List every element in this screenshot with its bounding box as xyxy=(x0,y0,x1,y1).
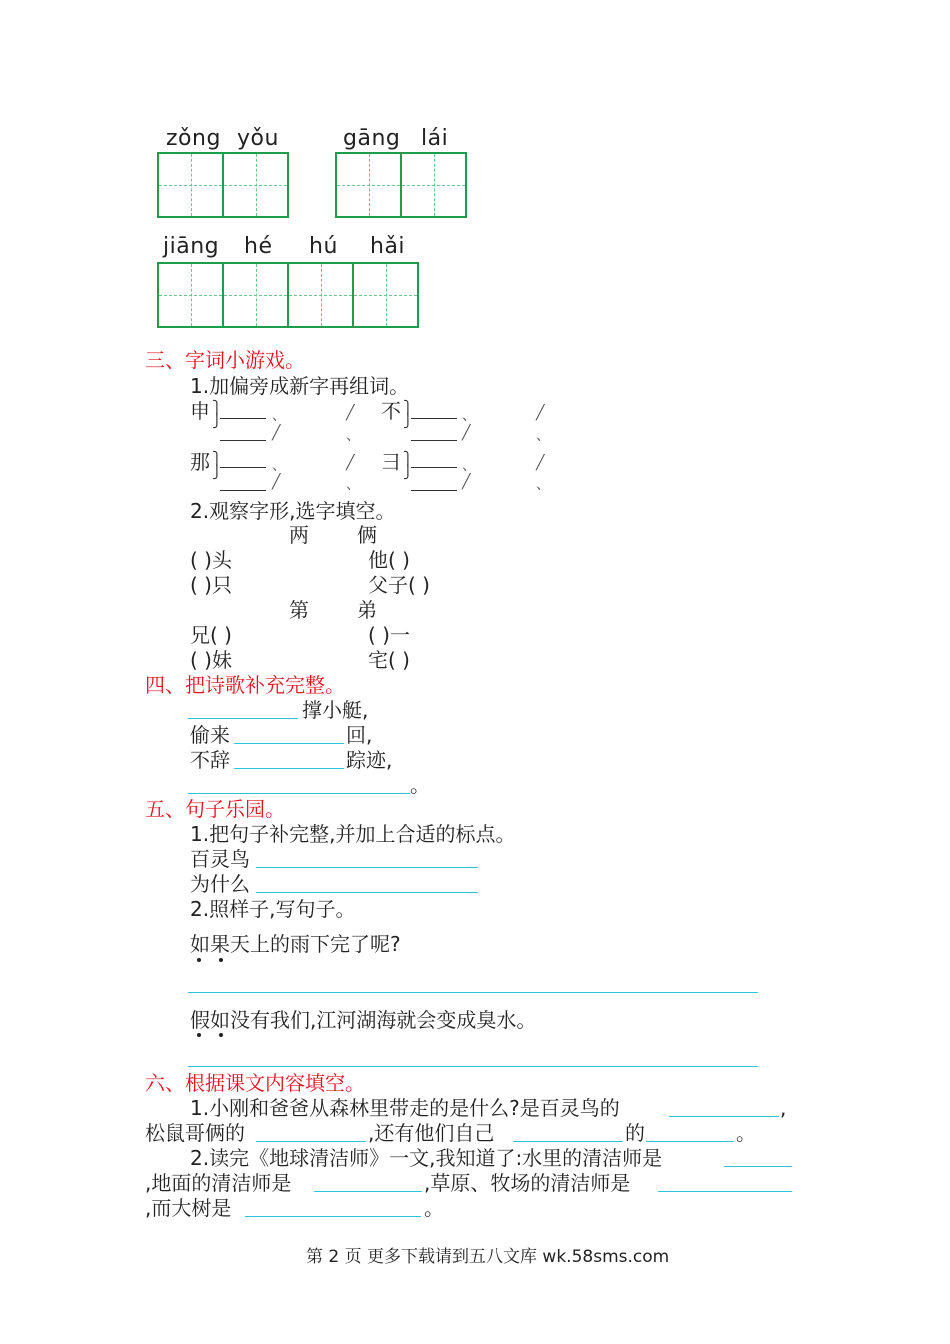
grid-cell[interactable] xyxy=(159,264,224,326)
tick-mark: ╱ xyxy=(462,474,471,490)
tick-mark: ╱ xyxy=(346,455,355,471)
tick-mark: 、 xyxy=(462,408,476,424)
poem-blank-1[interactable] xyxy=(188,718,298,719)
emphasis-dot xyxy=(197,1033,201,1037)
section5-q1: 1.把句子补完整,并加上合适的标点。 xyxy=(190,822,516,846)
answer-blank[interactable] xyxy=(220,490,266,491)
brace-icon: ⎫ ⎭ xyxy=(212,401,222,429)
section3-title: 三、字词小游戏。 xyxy=(145,348,305,372)
fill-item[interactable]: 他( ) xyxy=(368,548,410,572)
fill-blank[interactable] xyxy=(658,1191,792,1192)
section6-title: 六、根据课文内容填空。 xyxy=(145,1071,365,1095)
answer-blank[interactable] xyxy=(411,440,457,441)
answer-blank[interactable] xyxy=(411,490,457,491)
poem-line-1: 撑小艇, xyxy=(302,698,369,722)
pinyin-lai: lái xyxy=(421,126,449,151)
fill-item[interactable]: 宅( ) xyxy=(368,648,410,672)
pinyin-zong: zǒng xyxy=(166,126,221,151)
section6-q1-text: 1.小刚和爸爸从森林里带走的是什么?是百灵鸟的 xyxy=(190,1096,620,1120)
sentence-blank-1[interactable] xyxy=(256,867,478,868)
section6-q2-text-2: ,地面的清洁师是 xyxy=(145,1171,292,1195)
grid-cell[interactable] xyxy=(289,264,354,326)
emphasis-dot xyxy=(197,958,201,962)
poem-line-3a: 不辞 xyxy=(190,748,230,772)
tick-mark: ╱ xyxy=(462,425,471,441)
emphasis-dot xyxy=(219,958,223,962)
brace-icon: ⎫ ⎭ xyxy=(403,452,413,480)
tick-mark: 、 xyxy=(536,477,550,493)
pinyin-jiang: jiāng xyxy=(163,234,220,259)
sentence-answer-line-1[interactable] xyxy=(188,992,758,993)
section3-q2: 2.观察字形,选字填空。 xyxy=(190,499,396,523)
section6-q1-text-3: ,还有他们自己 xyxy=(368,1121,495,1145)
grid-cell[interactable] xyxy=(224,154,287,216)
sentence-start-1: 百灵鸟 xyxy=(190,847,250,871)
section6-q1-text-2: 松鼠哥俩的 xyxy=(145,1121,245,1145)
choice-di-2: 弟 xyxy=(357,598,377,622)
poem-line-2a: 偷来 xyxy=(190,723,230,747)
fill-blank[interactable] xyxy=(314,1191,422,1192)
fill-item[interactable]: 兄( ) xyxy=(190,623,232,647)
answer-blank[interactable] xyxy=(411,418,457,419)
fill-item[interactable]: 父子( ) xyxy=(368,573,430,597)
section4-title: 四、把诗歌补充完整。 xyxy=(145,673,345,697)
sentence-blank-2[interactable] xyxy=(256,892,478,893)
grid-cell[interactable] xyxy=(402,154,465,216)
emphasis-dot xyxy=(219,1033,223,1037)
pinyin-hai: hǎi xyxy=(370,234,406,259)
fill-blank[interactable] xyxy=(256,1141,366,1142)
grid-cell[interactable] xyxy=(224,264,289,326)
choice-lia: 俩 xyxy=(357,523,377,547)
sentence-answer-line-2[interactable] xyxy=(188,1066,758,1067)
fill-blank[interactable] xyxy=(646,1141,734,1142)
fill-item[interactable]: ( )一 xyxy=(368,623,410,647)
brace-icon: ⎫ ⎭ xyxy=(212,452,222,480)
poem-blank-4[interactable] xyxy=(188,793,410,794)
tick-mark: ╱ xyxy=(272,425,281,441)
section6-q1-text-4: 的 xyxy=(625,1121,645,1145)
answer-blank[interactable] xyxy=(220,440,266,441)
fill-blank[interactable] xyxy=(724,1166,792,1167)
fill-blank[interactable] xyxy=(245,1216,421,1217)
section6-q2-text: 2.读完《地球清洁师》一文,我知道了:水里的清洁师是 xyxy=(190,1146,663,1170)
grid-cell[interactable] xyxy=(337,154,402,216)
base-char-shen: 申 xyxy=(190,399,210,423)
tick-mark: ╱ xyxy=(536,405,545,421)
tick-mark: 、 xyxy=(536,428,550,444)
section5-q2: 2.照样子,写句子。 xyxy=(190,897,356,921)
fill-item[interactable]: ( )妹 xyxy=(190,648,232,672)
choice-di-1: 第 xyxy=(289,598,309,622)
answer-blank[interactable] xyxy=(411,467,457,468)
pinyin-he: hé xyxy=(244,234,273,259)
brace-icon: ⎫ ⎭ xyxy=(403,401,413,429)
section6-q2-end: 。 xyxy=(424,1196,444,1220)
tick-mark: ╱ xyxy=(536,455,545,471)
poem-blank-2[interactable] xyxy=(234,743,344,744)
poem-line-2b: 回, xyxy=(346,723,373,747)
fill-item[interactable]: ( )头 xyxy=(190,548,232,572)
sentence-start-2: 为什么 xyxy=(190,872,250,896)
pinyin-you: yǒu xyxy=(237,126,279,151)
tick-mark: 、 xyxy=(272,408,286,424)
writing-grid-ganglai[interactable] xyxy=(335,152,467,218)
base-char-ji: 彐 xyxy=(381,450,401,474)
section6-q1-end: 。 xyxy=(736,1121,756,1145)
fill-blank[interactable] xyxy=(669,1116,779,1117)
tick-mark: ╱ xyxy=(272,474,281,490)
answer-blank[interactable] xyxy=(220,467,266,468)
grid-cell[interactable] xyxy=(354,264,417,326)
writing-grid-zongyou[interactable] xyxy=(157,152,289,218)
pinyin-hu: hú xyxy=(309,234,338,259)
poem-line-4: 。 xyxy=(410,773,430,797)
tick-mark: ╱ xyxy=(346,405,355,421)
tick-mark: 、 xyxy=(272,458,286,474)
base-char-na: 那 xyxy=(190,450,210,474)
tick-mark: 、 xyxy=(346,428,360,444)
base-char-bu: 不 xyxy=(381,399,401,423)
tick-mark: 、 xyxy=(462,458,476,474)
section5-title: 五、句子乐园。 xyxy=(145,797,285,821)
choice-liang: 两 xyxy=(289,523,309,547)
fill-blank[interactable] xyxy=(513,1141,623,1142)
fill-item[interactable]: ( )只 xyxy=(190,573,232,597)
example-sentence-1: 如果天上的雨下完了呢? xyxy=(190,932,401,956)
section6-q2-text-3: ,草原、牧场的清洁师是 xyxy=(424,1171,631,1195)
poem-line-3b: 踪迹, xyxy=(346,748,393,772)
section6-q2-text-4: ,而大树是 xyxy=(145,1196,232,1220)
page-footer: 第 2 页 更多下载请到五八文库 wk.58sms.com xyxy=(306,1247,670,1267)
poem-blank-3[interactable] xyxy=(234,768,344,769)
section3-q1: 1.加偏旁成新字再组词。 xyxy=(190,374,410,398)
answer-blank[interactable] xyxy=(220,418,266,419)
example-sentence-2: 假如没有我们,江河湖海就会变成臭水。 xyxy=(190,1008,537,1032)
pinyin-gang: gāng xyxy=(343,126,401,151)
writing-grid-jianghehuhai[interactable] xyxy=(157,262,419,328)
section6-q1-comma: , xyxy=(780,1096,787,1120)
grid-cell[interactable] xyxy=(159,154,224,216)
tick-mark: 、 xyxy=(346,477,360,493)
